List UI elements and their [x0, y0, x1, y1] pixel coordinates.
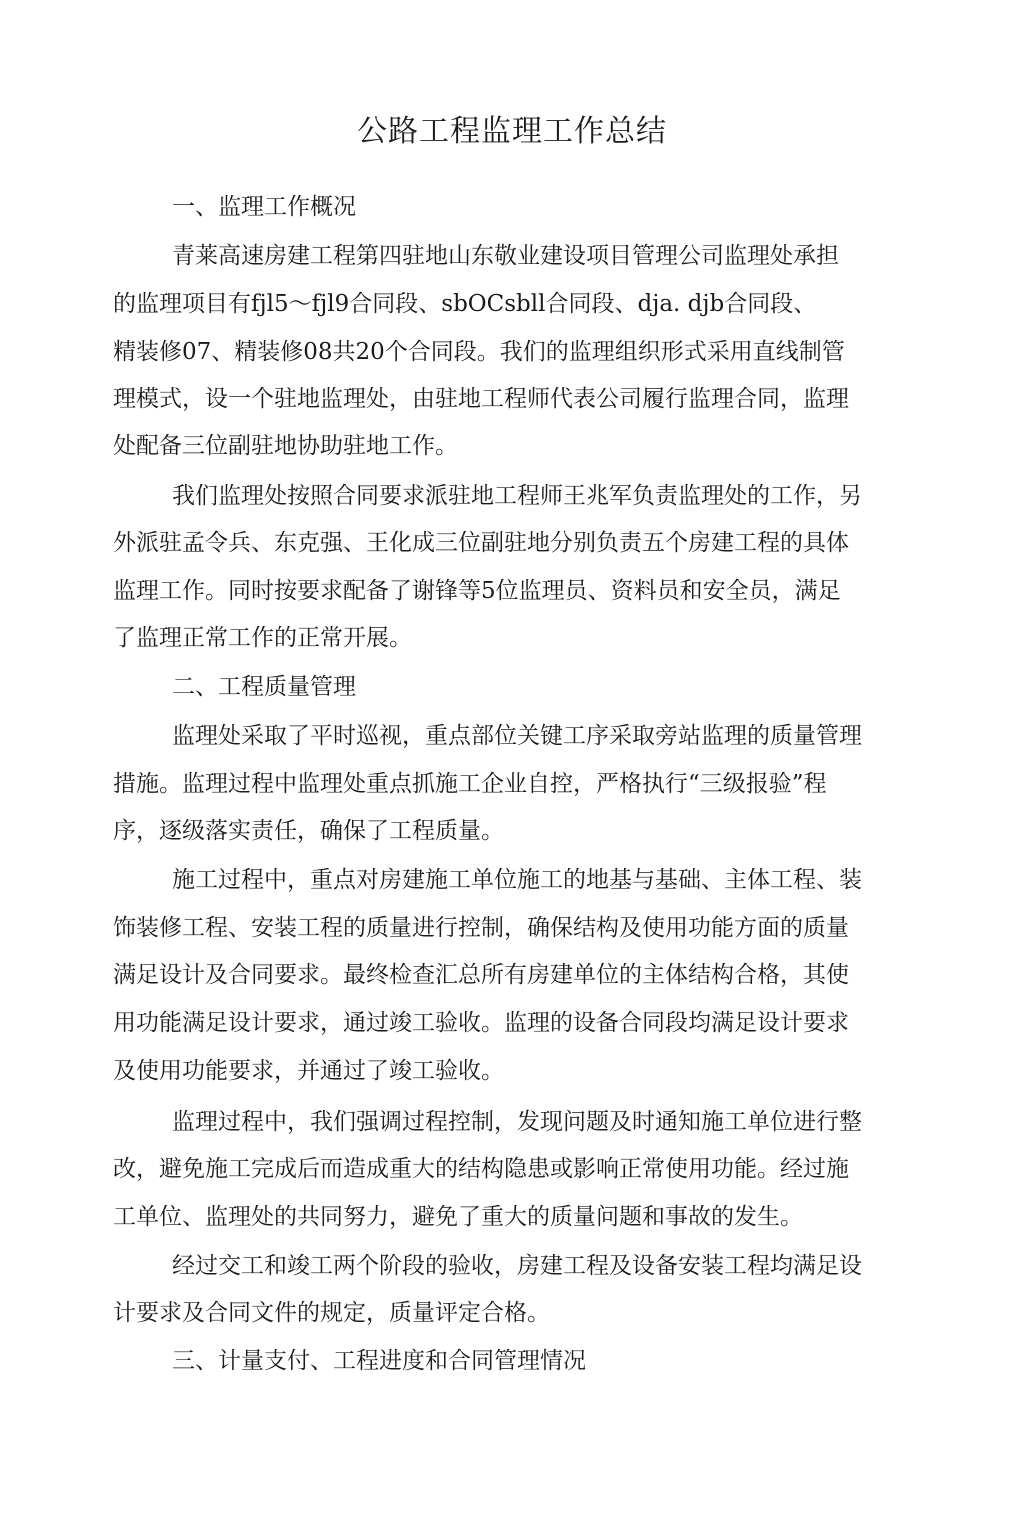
paragraph-line: 的监理项目有fjl5～fjl9合同段、sbOCsbll合同段、dja. djb合同段、 — [113, 291, 817, 317]
paragraph-line: 我们监理处按照合同要求派驻地工程师王兆军负责监理处的工作，另 — [172, 483, 862, 509]
paragraph-line: 监理过程中，我们强调过程控制，发现问题及时通知施工单位进行整 — [172, 1109, 862, 1135]
section-heading: 三、计量支付、工程进度和合同管理情况 — [172, 1348, 586, 1374]
paragraph-line: 监理处采取了平时巡视，重点部位关键工序采取旁站监理的质量管理 — [172, 723, 862, 749]
paragraph-line: 处配备三位副驻地协助驻地工作。 — [113, 433, 458, 459]
paragraph-line: 理模式，设一个驻地监理处，由驻地工程师代表公司履行监理合同，监理 — [113, 386, 849, 412]
paragraph-line: 经过交工和竣工两个阶段的验收，房建工程及设备安装工程均满足设 — [172, 1253, 862, 1279]
paragraph-line: 监理工作。同时按要求配备了谢锋等5位监理员、资料员和安全员，满足 — [113, 578, 841, 604]
paragraph-line: 饰装修工程、安装工程的质量进行控制，确保结构及使用功能方面的质量 — [113, 915, 849, 941]
paragraph-line: 满足设计及合同要求。最终检查汇总所有房建单位的主体结构合格，其使 — [113, 962, 849, 988]
paragraph-line: 用功能满足设计要求，通过竣工验收。监理的设备合同段均满足设计要求 — [113, 1010, 849, 1036]
section-heading: 二、工程质量管理 — [172, 674, 356, 700]
paragraph-line: 了监理正常工作的正常开展。 — [113, 625, 412, 651]
section-heading: 一、监理工作概况 — [172, 194, 356, 220]
paragraph-line: 工单位、监理处的共同努力，避免了重大的质量问题和事故的发生。 — [113, 1204, 803, 1230]
paragraph-line: 序，逐级落实责任，确保了工程质量。 — [113, 818, 504, 844]
paragraph-line: 改，避免施工完成后而造成重大的结构隐患或影响正常使用功能。经过施 — [113, 1156, 849, 1182]
document-title: 公路工程监理工作总结 — [357, 114, 667, 149]
paragraph-line: 措施。监理过程中监理处重点抓施工企业自控，严格执行“三级报验”程 — [113, 771, 827, 797]
paragraph-line: 及使用功能要求，并通过了竣工验收。 — [113, 1058, 504, 1084]
paragraph-line: 计要求及合同文件的规定，质量评定合格。 — [113, 1300, 550, 1326]
paragraph-line: 精装修07、精装修08共20个合同段。我们的监理组织形式采用直线制管 — [113, 339, 845, 365]
paragraph-line: 外派驻孟令兵、东克强、王化成三位副驻地分别负责五个房建工程的具体 — [113, 530, 849, 556]
paragraph-line: 施工过程中，重点对房建施工单位施工的地基与基础、主体工程、装 — [172, 867, 862, 893]
paragraph-line: 青莱高速房建工程第四驻地山东敬业建设项目管理公司监理处承担 — [172, 243, 839, 269]
